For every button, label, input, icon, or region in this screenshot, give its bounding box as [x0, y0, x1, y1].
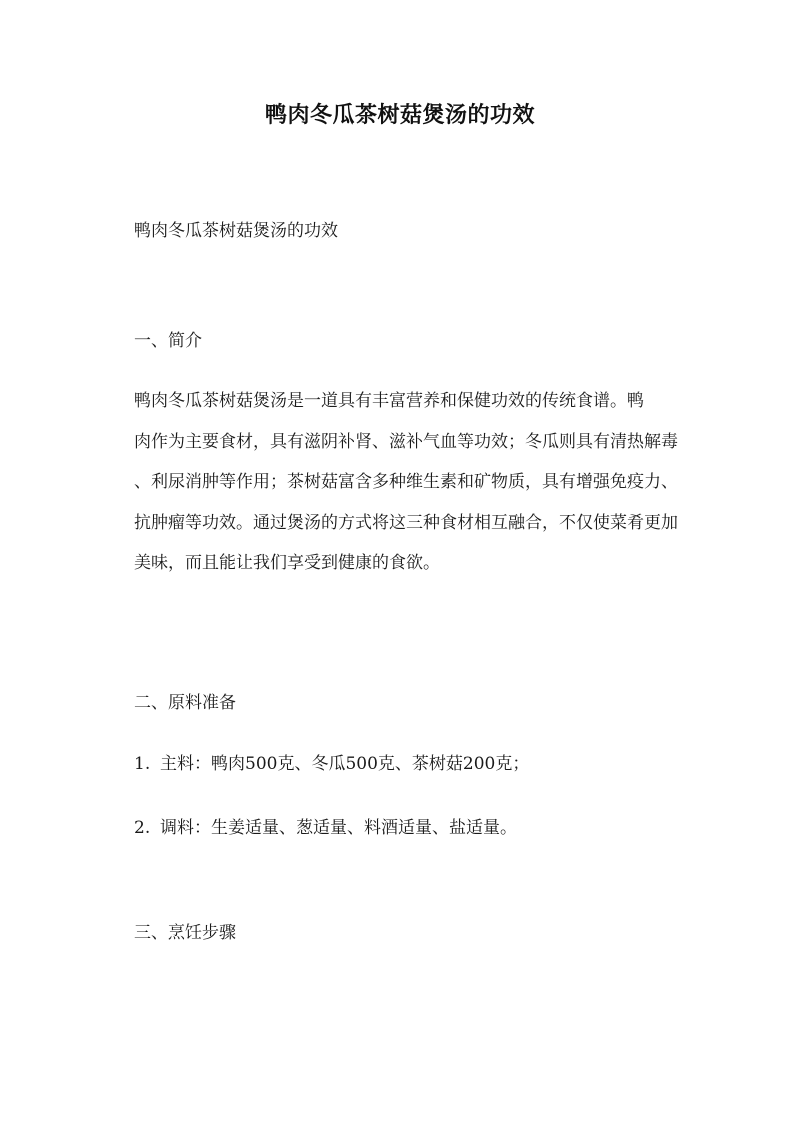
section-heading-steps: 三、烹饪步骤	[134, 923, 236, 943]
intro-paragraph	[134, 381, 706, 584]
document-subtitle: 鸭肉冬瓜茶树菇煲汤的功效	[134, 221, 338, 241]
paragraph-line: 、利尿消肿等作用；茶树菇富含多种维生素和矿物质，具有增强免疫力、	[134, 472, 678, 492]
list-item-number: 2.	[134, 818, 151, 838]
paragraph-line: 抗肿瘤等功效。通过煲汤的方式将这三种食材相互融合，不仅使菜肴更加	[134, 512, 678, 533]
list-item-number: 1.	[134, 754, 151, 774]
list-item	[134, 749, 529, 774]
section-heading-intro: 一、简介	[134, 331, 202, 351]
list-item-text: 主料：鸭肉500克、冬瓜500克、茶树菇200克；	[160, 754, 530, 774]
section-heading-ingredients: 二、原料准备	[134, 693, 236, 713]
paragraph-line: 美味，而且能让我们享受到健康的食欲。	[134, 553, 440, 573]
list-item-text: 调料：生姜适量、葱适量、料酒适量、盐适量。	[160, 818, 517, 838]
paragraph-line: 鸭肉冬瓜茶树菇煲汤是一道具有丰富营养和保健功效的传统食谱。鸭	[134, 391, 644, 411]
document-title: 鸭肉冬瓜茶树菇煲汤的功效	[264, 102, 535, 128]
paragraph-line: 肉作为主要食材，具有滋阴补肾、滋补气血等功效；冬瓜则具有清热解毒	[134, 431, 678, 452]
list-item	[134, 813, 517, 838]
